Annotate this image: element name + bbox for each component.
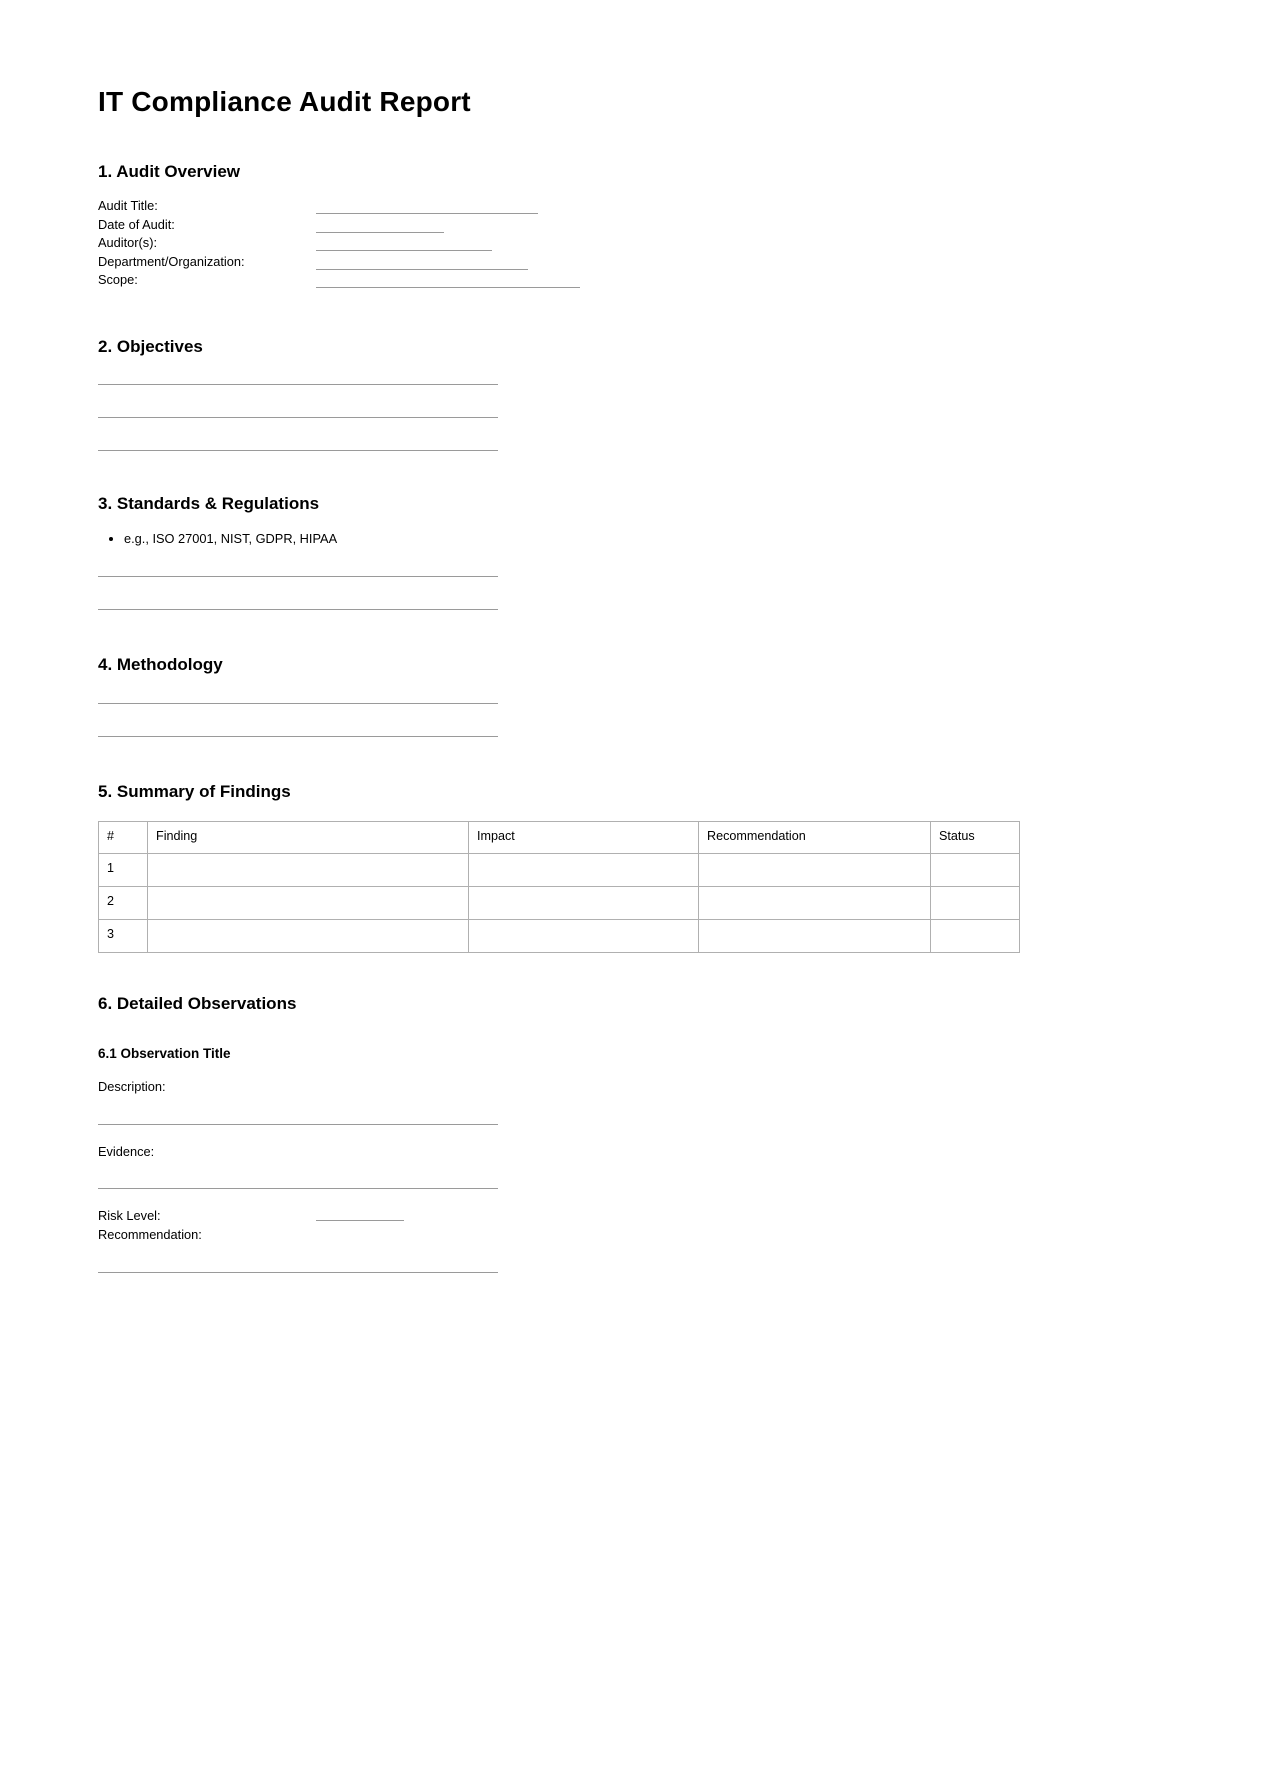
section-heading-standards: 3. Standards & Regulations (98, 494, 320, 514)
field-row-department-organization (98, 253, 1165, 272)
table-header-row (99, 821, 1020, 853)
objectives-line-2[interactable] (98, 417, 498, 418)
observation-risk-level-label: Risk Level: (98, 1208, 161, 1224)
findings-table (98, 821, 1020, 953)
cell-recommendation[interactable] (699, 919, 931, 952)
field-row-risk-level (98, 1207, 1165, 1226)
cell-recommendation[interactable] (699, 886, 931, 919)
table-row (99, 853, 1020, 886)
table-row (99, 919, 1020, 952)
standards-blank-lines (98, 576, 1165, 610)
observation-risk-block (98, 1207, 1165, 1245)
column-header-impact: Impact (469, 821, 699, 853)
cell-recommendation[interactable] (699, 853, 931, 886)
standards-list (98, 529, 1165, 548)
field-row-audit-title (98, 197, 1165, 216)
cell-status[interactable] (931, 919, 1020, 952)
field-row-auditors (98, 234, 1165, 253)
section-heading-methodology: 4. Methodology (98, 655, 223, 675)
methodology-blank-lines (98, 703, 1165, 737)
page-title: IT Compliance Audit Report (98, 86, 471, 117)
field-label-auditors: Auditor(s): (98, 235, 158, 251)
field-input-date-of-audit[interactable] (316, 232, 444, 233)
observation-description-label: Description: (98, 1079, 166, 1095)
cell-number: 2 (99, 886, 148, 919)
cell-impact[interactable] (469, 853, 699, 886)
observation-description-line[interactable] (98, 1124, 498, 1125)
field-label-date-of-audit: Date of Audit: (98, 216, 175, 232)
cell-finding[interactable] (148, 919, 469, 952)
field-row-scope (98, 271, 1165, 290)
list-item: • e.g., ISO 27001, NIST, GDPR, HIPAA (124, 529, 1165, 548)
methodology-line-2[interactable] (98, 736, 498, 737)
audit-overview-fields (98, 197, 1165, 290)
cell-impact[interactable] (469, 919, 699, 952)
section-heading-detailed-observations: 6. Detailed Observations (98, 993, 297, 1013)
field-input-scope[interactable] (316, 287, 580, 288)
cell-status[interactable] (931, 853, 1020, 886)
cell-status[interactable] (931, 886, 1020, 919)
column-header-status: Status (931, 821, 1020, 853)
observation-evidence-label: Evidence: (98, 1143, 155, 1159)
field-input-department-organization[interactable] (316, 269, 528, 270)
field-label-audit-title: Audit Title: (98, 198, 158, 214)
observation-evidence-line[interactable] (98, 1188, 498, 1189)
objectives-line-1[interactable] (98, 384, 498, 385)
standards-line-1[interactable] (98, 576, 498, 577)
standards-line-2[interactable] (98, 609, 498, 610)
section-heading-summary-of-findings: 5. Summary of Findings (98, 781, 291, 801)
cell-impact[interactable] (469, 886, 699, 919)
cell-finding[interactable] (148, 886, 469, 919)
section-heading-audit-overview: 1. Audit Overview (98, 162, 241, 181)
field-label-department-organization: Department/Organization: (98, 253, 245, 269)
column-header-finding: Finding (148, 821, 469, 853)
objectives-blank-lines (98, 384, 1165, 451)
column-header-recommendation: Recommendation (699, 821, 931, 853)
observation-recommendation-line[interactable] (98, 1272, 498, 1273)
field-input-audit-title[interactable] (316, 213, 538, 214)
field-label-scope: Scope: (98, 272, 138, 288)
methodology-line-1[interactable] (98, 703, 498, 704)
column-header-number: # (99, 821, 148, 853)
observation-recommendation-label: Recommendation: (98, 1227, 202, 1243)
cell-finding[interactable] (148, 853, 469, 886)
observation-risk-level-input[interactable] (316, 1220, 404, 1221)
field-input-auditors[interactable] (316, 250, 492, 251)
cell-number: 3 (99, 919, 148, 952)
field-row-date-of-audit (98, 216, 1165, 235)
table-row (99, 886, 1020, 919)
cell-number: 1 (99, 853, 148, 886)
objectives-line-3[interactable] (98, 450, 498, 451)
observation-heading: 6.1 Observation Title (98, 1045, 231, 1061)
section-heading-objectives: 2. Objectives (98, 337, 203, 357)
